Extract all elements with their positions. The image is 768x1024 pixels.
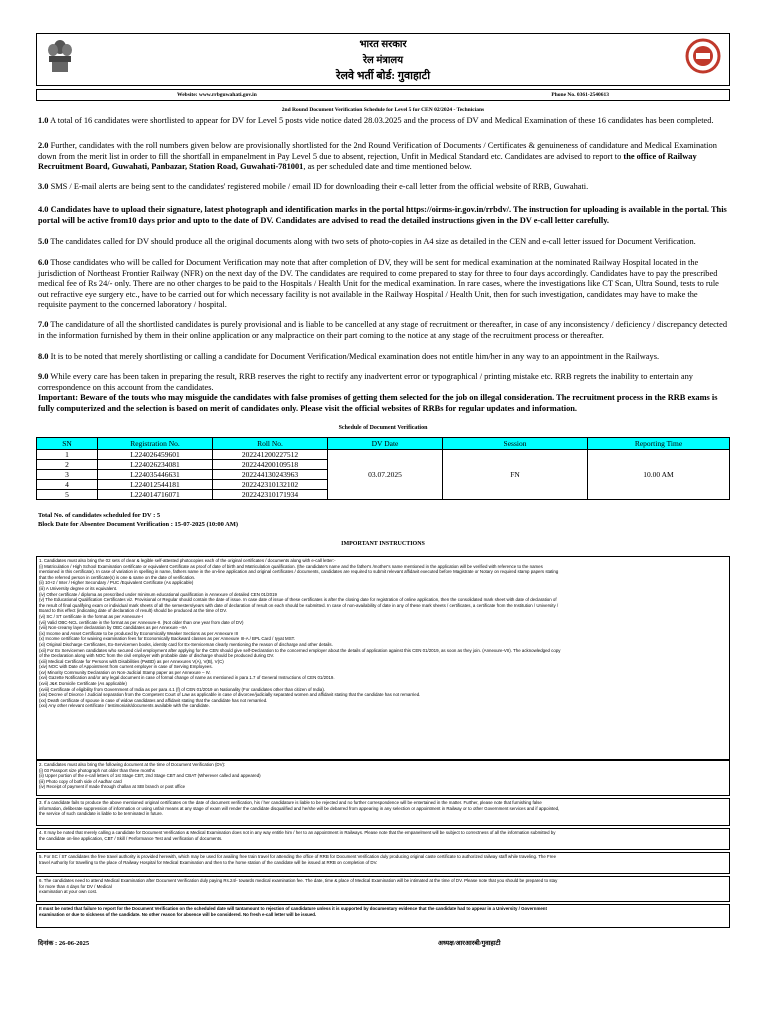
instruction-line: (xxi) Any other relevant certificate / testimonials/documents available with the candidate. [39, 703, 210, 709]
instruction-line: for more than 4 days for DV / Medical [39, 883, 112, 889]
instruction-line: (xvi) Gazette Notification and/or any legal document in case of formal change of name as mentioned in para 1.7 of General Instructions of CEN 01/2019. [39, 675, 335, 681]
paragraph-4 [38, 205, 728, 226]
instruction-box-5 [36, 852, 730, 874]
total-candidates: Total No. of candidates scheduled for DV : 5 [38, 512, 161, 519]
para-text: Those candidates who will be called for Document Verification may note that after completion of DV, they will be sent for medical examination at the nominated Railway Hospital located in the jurisdiction of Northeast Frontier Railway (NFR) on the next day of the DV. The candidates are required to come prepared to stay for three to four days accordingly. Candidates have to pay the prescribed medical fee of Rs 24/- only. There are no other charges to be paid to the Hospitals / Health Unit for the medical examination. In rare cases, where the investigations like CT Scan, Ultra Sound, tests to rule out refractive eye surgery etc., have to be carried out for which necessary facility is not available in the Railway Hospital / Health Unit, then for such investigation, candidates may have to make the requisite payment to the concerned laboratory / hospital. [38, 258, 719, 309]
header-dv-date: DV Date [328, 438, 443, 450]
signatory: अध्यक्ष/आरआरबी/गुवाहाटी [438, 940, 501, 947]
para-text: The candidature of all the shortlisted candidates is purely provisional and is liable to be cancelled at any stage of recruitment or thereafter, in case of any inconsistency / deficiency / discrepancy detected in the information furnished by them in their online application or any malpractice on their part coming to the notice at any stage of the recruitment process or thereafter. [38, 320, 728, 340]
instruction-box-1 [36, 556, 730, 760]
cell-sn: 2 [37, 460, 98, 470]
instruction-box-7 [36, 904, 730, 928]
table-title: Schedule of Document Verification [338, 425, 428, 431]
instruction-line: (xv) Minority Community Declaration on Non-Judicial Stamp paper as per Annexure – IV. [39, 669, 211, 675]
instruction-line: (vi) SC / ST certificate in the format as per Annexure-I [39, 613, 144, 619]
para-text: While every care has been taken in preparing the result, RRB reserves the right to rectify any inadvertent error or typographical / printing mistake etc. RRB regrets the inability to entertain any correspondence on this account from the candidates. [38, 372, 693, 392]
instruction-line: the service of such candidate is liable to be terminated in future. [39, 811, 163, 817]
website-text: Website: www.rrbguwahati.gov.in [177, 92, 257, 98]
instruction-line: (ii) 10+2 / Inter / Higher Secondary / PUC /Equivalent Certificate (As applicable) [39, 580, 194, 586]
cell-sn: 1 [37, 450, 98, 460]
instruction-line: (iv) Other certificate / diploma as prescribed under minimum educational qualification in Annexure of detailed CEN 01/2019 [39, 591, 277, 597]
paragraph-6 [38, 258, 728, 311]
contact-row [36, 89, 730, 101]
instruction-box-4 [36, 828, 730, 850]
para-number: 4.0 [38, 205, 49, 214]
instruction-line: (xx) Death certificate of spouse in case of widow candidates and affidavit stating that the candidate has not remarried. [39, 697, 268, 703]
instruction-line: (viii) Non-creamy layer declaration by OBC candidates as per Annexure –IIA [39, 625, 187, 631]
cell-registration: L224026234081 [98, 460, 213, 470]
cell-registration: L224012544181 [98, 480, 213, 490]
cell-dv-date: 03.07.2025 [328, 450, 443, 500]
instruction-line: Board to this effect (indicating date of declaration of result) should be produced at the time of DV. [39, 608, 227, 614]
cell-registration: L224014716071 [98, 490, 213, 500]
instruction-line: mentioned in this certificate). In case of variation in spelling in name, fathers name in the on-line application and original certificates / documents, candidates are required to submit relevant affidavit executed before Magistrate or Notary on required stamp papers stating [39, 569, 559, 575]
cell-roll: 202244200109518 [213, 460, 328, 470]
para-text: Candidates have to upload their signature, latest photograph and identification marks in the portal https://oirms-ir.gov.in/rrbdv/. The instruction for uploading is available in the portal. This portal will be active from10 days prior and upto to the date of DV. Candidates are advised to read the detailed instructions given in the DV e-call letter carefully. [38, 205, 727, 225]
cell-registration: L224026459601 [98, 450, 213, 460]
instruction-line: (xi) Original Discharge Certificates, Ex-Servicemen books, identity card for Ex-Serviceman clearly mentioning the reason of discharge and other details. [39, 641, 333, 647]
instruction-line: (vii) Valid OBC-NCL certificate in the format as per Annexure-II. (Not older than one year from date of DV) [39, 619, 244, 625]
cell-roll: 202244130243963 [213, 470, 328, 480]
cell-roll: 202242310171934 [213, 490, 328, 500]
notice-title: 2nd Round Document Verification Schedule for Level 5 for CEN 02/2024 - Technicians [281, 107, 485, 113]
instruction-line: (xvii) J&K Domicile Certificate (As applicable) [39, 681, 127, 687]
cell-sn: 4 [37, 480, 98, 490]
letterhead [36, 33, 730, 86]
instruction-box-2 [36, 760, 730, 796]
instruction-line: 2. Candidates must also bring the following document at the time of Document Verification (DV): [39, 762, 226, 767]
instruction-line: 3. If a candidate fails to produce the above mentioned original certificates on the date of document verification, his / her candidature is liable to be rejected and no further correspondence will be entertained in the matter. Further, please note that furnishing false [39, 800, 542, 805]
instruction-line: (xviii) Certificate of eligibility from Government of India as per para 4.1 (f) of CEN 01/2019 on Nationality (For candidates other than citizen of India). [39, 686, 326, 692]
instruction-line: (i) 03 Passport size photograph not older than three months [39, 767, 155, 773]
cell-sn: 5 [37, 490, 98, 500]
para-number: 8.0 [38, 352, 49, 361]
instruction-line: information, deliberate suppression of information or using unfair means at any stage of exam will render the candidate disqualified and he/she will be debarred from appearing in any selection or appointment in Railway or to other Government services and if appointed, [39, 805, 560, 811]
header-line-2: रेल मंत्रालय [362, 55, 404, 66]
instruction-line: travel Authority for travelling to the place of Railway Hospital for Medical Examination and then to the home station of the candidate will be issued at RRB on completion of DV. [39, 859, 378, 865]
instruction-line: examination or due to sickness of the candidate. No other reason for absence will be considered. No fresh e-call letter will be issued. [39, 911, 317, 917]
instruction-line: (xii) For Ex Servicemen candidates who secured civil employment after applying for the CEN should give self-Declaration to the concerned employer about the details of application against this CEN 01/2019, as soon as they join. (Annexure-VII). The acknowledged copy [39, 647, 561, 653]
table-row [37, 450, 730, 460]
cell-session: FN [443, 450, 588, 500]
instruction-line: (iii) Photo copy of both side of Aadhar card [39, 778, 122, 784]
instructions-title: IMPORTANT INSTRUCTIONS [341, 541, 425, 547]
paragraph-5 [38, 237, 728, 248]
header-line-3: रेलवे भर्ती बोर्ड: गुवाहाटी [335, 70, 431, 82]
instruction-line: (i) Matriculation / High School Examination certificate or equivalent Certificate as proof of date of birth and Matriculation qualification. (the candidate's name and the father's /mother's name mentioned in the application will be verified with reference to the names [39, 563, 543, 569]
instruction-line: examination at your own cost. [39, 889, 98, 895]
instruction-box-6 [36, 876, 730, 902]
instruction-line: the result of final qualifying exam or individual mark sheets of all the semesters/years with date of declaration of result on each should be submitted. In case of non-availability of date in any of these mark sheets / certificates, a certificate from the Institution / University / [39, 602, 559, 608]
para-number: 5.0 [38, 237, 49, 246]
instruction-line: (xiii) Medical Certificate for Persons with Disabilities (PwBD) as per Annexures V(A), V(B), V(C) [39, 658, 224, 664]
paragraph-1 [38, 116, 728, 127]
instruction-line: (xix) Decree of Divorce / Judicial separation from the Competent Court of Law as applicable in case of divorcee/judicially separated women and affidavit stating that the candidate has not remarried. [39, 692, 421, 698]
instruction-line: 6. The candidates need to attend Medical Examination after Document Verification duly paying Rs.24/- towards medical examination fee. The date, time & place of Medical Examination will be intimated at the time of DV. Please note that you should be prepared to stay [39, 878, 558, 883]
para-number: Important: [38, 393, 79, 402]
instruction-line: (iii) A University degree or its equivalent. [39, 585, 118, 591]
header-reporting-time: Reporting Time [588, 438, 730, 450]
para-number: 3.0 [38, 182, 49, 191]
block-date: Block Date for Absentee Document Verification : 15-07-2025 (10:00 AM) [38, 521, 239, 528]
important-note [38, 393, 728, 414]
para-number: 7.0 [38, 320, 49, 329]
cell-roll: 202242310132102 [213, 480, 328, 490]
para-text: Beware of the touts who may misguide the candidates with false promises of getting them selected for the job on illegal consideration. The recruitment process in the RRB exams is fully computerized and the selection is based on merit of candidates only. Please visit the official websites of RRBs for regular updates and information. [38, 393, 718, 413]
schedule-table [36, 437, 730, 500]
instruction-line: 1. Candidates must also bring the 02 sets of clear & legible self-attested photocopies each of the original certificates / documents along with e-call letter:- [39, 558, 336, 563]
instruction-line: 4. It may be noted that merely calling a candidate for Document Verification & Medical Examination does not in any way entitle him / her to an appointment in Railways. Please note that the empanelment will be subject to correctness of all the information submitted by [39, 830, 556, 835]
phone-text: Phone No. 0361-2540613 [551, 92, 609, 98]
instruction-line: that the referred person in certificate(s) is one & same on the date of verification. [39, 574, 196, 580]
para-number: 2.0 [38, 141, 49, 150]
paragraph-3 [38, 182, 728, 193]
cell-registration: L224035446631 [98, 470, 213, 480]
indian-railways-logo-icon [685, 38, 721, 74]
para-text: It is to be noted that merely shortlisting or calling a candidate for Document Verification/Medical examination does not entitle him/her in any way to an appointment in the Railways. [48, 352, 660, 361]
paragraph-2 [38, 141, 728, 173]
instruction-box-3 [36, 798, 730, 826]
table-header-row [37, 438, 730, 450]
para-bold-text: the office of Railway Recruitment Board, Guwahati, Panbazar, Station Road, Guwahati-781001 [38, 151, 697, 171]
para-text: Further, candidates with the roll numbers given below are provisionally shortlisted for the 2nd Round Verification of Documents / Certificates & genuineness of candidature and Medical Examination down from the merit list in order to fill the shortfall in empanelment in Pay Level 5 due to absent, rejection, Unfit in Medical Standard etc. Candidates are advised to report to [38, 141, 717, 161]
para-number: 6.0 [38, 258, 49, 267]
para-text: SMS / E-mail alerts are being sent to the candidates' registered mobile / email ID for downloading their e-call letter from the official website of RRB, Guwahati. [48, 182, 589, 191]
paragraph-9 [38, 372, 728, 393]
instruction-line: (v) The Educational Qualification Certificates viz. Provisional or Regular should contain the date of issue. In case date of issue of these certificates is after the closing date for registration of online application, then the consolidated mark sheet with date of declaration of [39, 597, 557, 603]
header-sn: SN [37, 438, 98, 450]
header-line-1: भारत सरकार [359, 39, 407, 50]
instruction-line: (ii) Upper portion of the e-call letters of 1st Stage CBT, 2nd Stage CBT and CBAT (Wherever called and appeared) [39, 773, 261, 779]
instruction-line: (ix) Income and Asset Certificate to be produced by Economically Weaker Sections as per Annexure III [39, 630, 239, 636]
para-text: , as per scheduled date and time mentioned below. [303, 162, 472, 171]
paragraph-8 [38, 352, 728, 363]
header-roll: Roll No. [213, 438, 328, 450]
header-registration: Registration No. [98, 438, 213, 450]
instruction-line: 5. For SC / ST candidates the free travel authority is provided herewith, which may be used for availing free train travel for attending the office of RRB for Document Verification duly producing original caste certificate to authorized railway staff while traveling. The Free [39, 854, 557, 859]
para-number: 9.0 [38, 372, 49, 381]
header-session: Session [443, 438, 588, 450]
para-text: The candidates called for DV should produce all the original documents along with two sets of photo-copies in A4 size as detailed in the CEN and e-call letter issued for Document Verification. [48, 237, 696, 246]
cell-reporting-time: 10.00 AM [588, 450, 730, 500]
instruction-line: (iv) Receipt of payment if made through challan at SBI branch or post office [39, 784, 186, 790]
instruction-line: It must be noted that failure to report for the Document Verification on the scheduled date will tantamount to rejection of candidature unless it is supported by documentary evidence that the candidate had to appear in a University / Government [39, 906, 547, 911]
issue-date: दिनांक : 26-06-2025 [38, 940, 90, 947]
instruction-line: of the Declaration along with NOC from the civil employer with probable date of discharge should be produced during DV. [39, 653, 275, 659]
instruction-line: (x) Income certificate for waiving examination fees for Economically Backward classes as per Annexure III-A / BPL Card / Iyyat MST. [39, 636, 296, 642]
cell-sn: 3 [37, 470, 98, 480]
instruction-line: the candidate on-line application, CBT / Skill / Performance Test and verification of documents. [39, 835, 223, 841]
cell-roll: 202241200227512 [213, 450, 328, 460]
instruction-line: (xiv) NOC with Date of Appointment from current employer in case of Serving Employees. [39, 664, 213, 670]
para-number: 1.0 [38, 116, 49, 125]
paragraph-7 [38, 320, 728, 341]
para-text: A total of 16 candidates were shortlisted to appear for DV for Level 5 posts vide notice dated 28.03.2025 and the process of DV and Medical Examination of these 16 candidates has been completed. [48, 116, 714, 125]
